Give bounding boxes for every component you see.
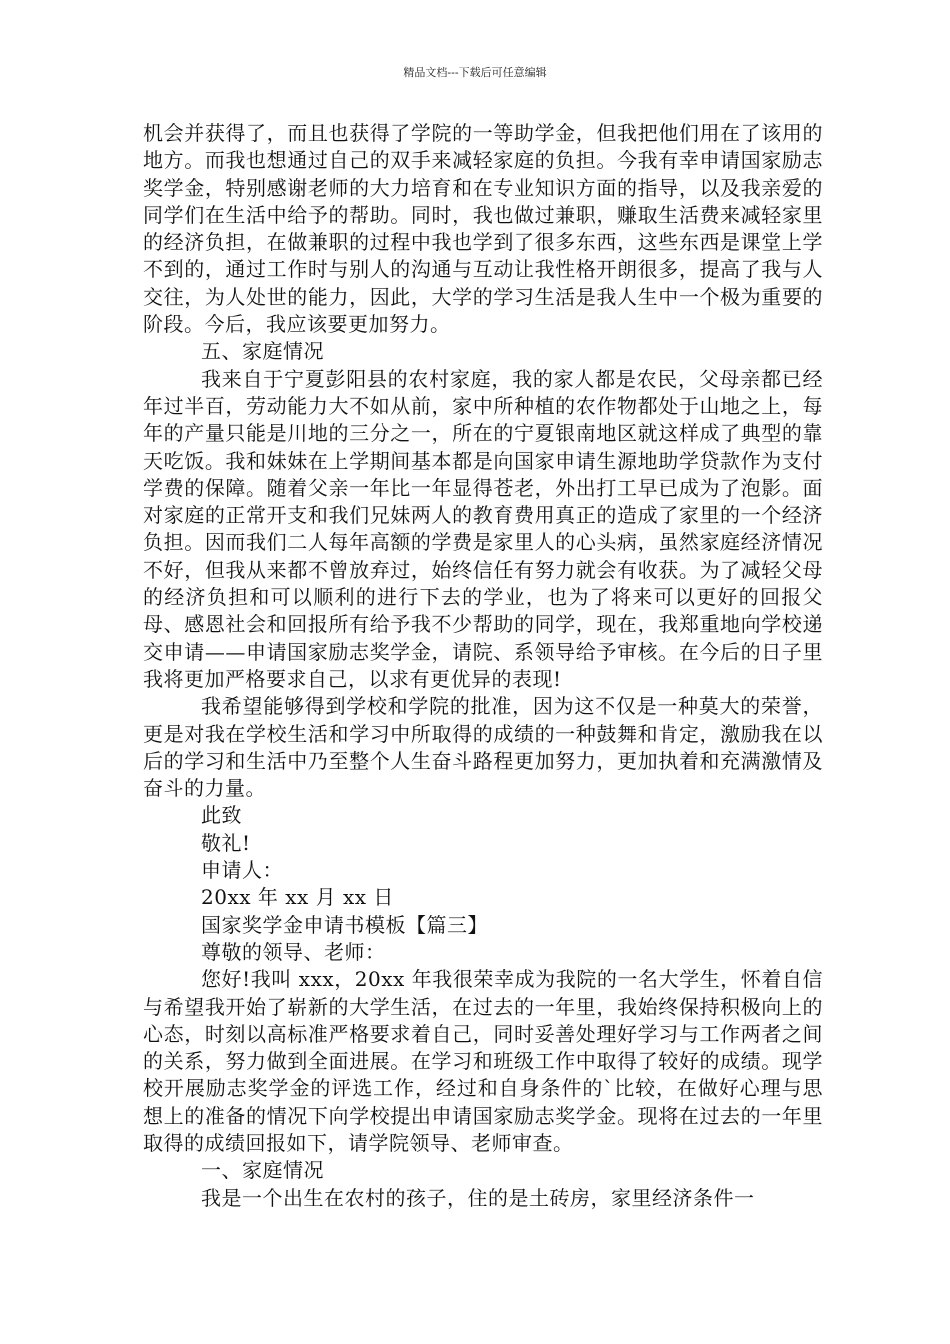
paragraph-family-background: 我来自于宁夏彭阳县的农村家庭，我的家人都是农民，父母亲都已经年过半百，劳动能力大不如从前，家中所种植的农作物都处于山地之上，每年的产量只能是川地的三分之一，所在的宁夏银南地区就这样成了典型的靠天吃饭。我和妹妹在上学期间基本都是向国家申请生源地助学贷款作为支付学费的保障。随着父亲一年比一年显得苍老，外出打工早已成为了泡影。面对家庭的正常开支和我们兄妹两人的教育费用真正的造成了家里的一个经济负担。因而我们二人每年高额的学费是家里人的心头病，虽然家庭经济情况不好，但我从来都不曾放弃过，始终信任有努力就会有收获。为了减轻父母的经济负担和可以顺利的进行下去的学业，也为了将来可以更好的回报父母、感恩社会和回报所有给予我不少帮助的同学，现在，我郑重地向学校递交申请——申请国家励志奖学金，请院、系领导给予审核。在今后的日子里我将更加严格要求自己，以求有更优异的表现! [143, 366, 823, 691]
paragraph-hope: 我希望能够得到学校和学院的批准，因为这不仅是一种莫大的荣誉，更是对我在学校生活和学习中所取得的成绩的一种鼓舞和肯定，激励我在以后的学习和生活中乃至整个人生奋斗路程更加努力，更加执着和充满激情及奋斗的力量。 [143, 694, 823, 801]
closing-regards: 敬礼! [201, 830, 251, 855]
paragraph-introduction: 您好!我叫 xxx，20xx 年我很荣幸成为我院的一名大学生，怀着自信与希望我开始了崭新的大学生活，在过去的一年里，我始终保持积极向上的心态，时刻以高标准严格要求着自己，同时妥善处理好学习与工作两者之间的关系，努力做到全面进展。在学习和班级工作中取得了较好的成绩。现学校开展励志奖学金的评选工作，经过和自身条件的`比较，在做好心理与思想上的准备的情况下向学校提出申请国家励志奖学金。现将在过去的一年里取得的成绩回报如下，请学院领导、老师审查。 [143, 967, 823, 1155]
section-heading-family: 五、家庭情况 [201, 339, 324, 364]
date-line: 20xx 年 xx 月 xx 日 [201, 885, 394, 910]
document-body [143, 120, 823, 1212]
closing-salutation: 此致 [201, 803, 242, 828]
applicant-label: 申请人： [201, 858, 283, 883]
paragraph-rural-background: 我是一个出生在农村的孩子，住的是土砖房，家里经济条件一 [201, 1185, 755, 1210]
section-title-part-three: 国家奖学金申请书模板【篇三】 [201, 912, 488, 937]
page-header: 精品文档---下载后可任意编辑 [403, 66, 547, 79]
section-heading-family-situation: 一、家庭情况 [201, 1158, 324, 1183]
paragraph-continuation: 机会并获得了，而且也获得了学院的一等助学金，但我把他们用在了该用的地方。而我也想通过自己的双手来减轻家庭的负担。今我有幸申请国家励志奖学金，特别感谢老师的大力培育和在专业知识方面的指导，以及我亲爱的同学们在生活中给予的帮助。同时，我也做过兼职，赚取生活费来减轻家里的经济负担，在做兼职的过程中我也学到了很多东西，这些东西是课堂上学不到的，通过工作时与别人的沟通与互动让我性格开朗很多，提高了我与人交往，为人处世的能力，因此，大学的学习生活是我人生中一个极为重要的阶段。今后，我应该要更加努力。 [143, 121, 823, 337]
greeting: 尊敬的领导、老师： [201, 939, 386, 964]
